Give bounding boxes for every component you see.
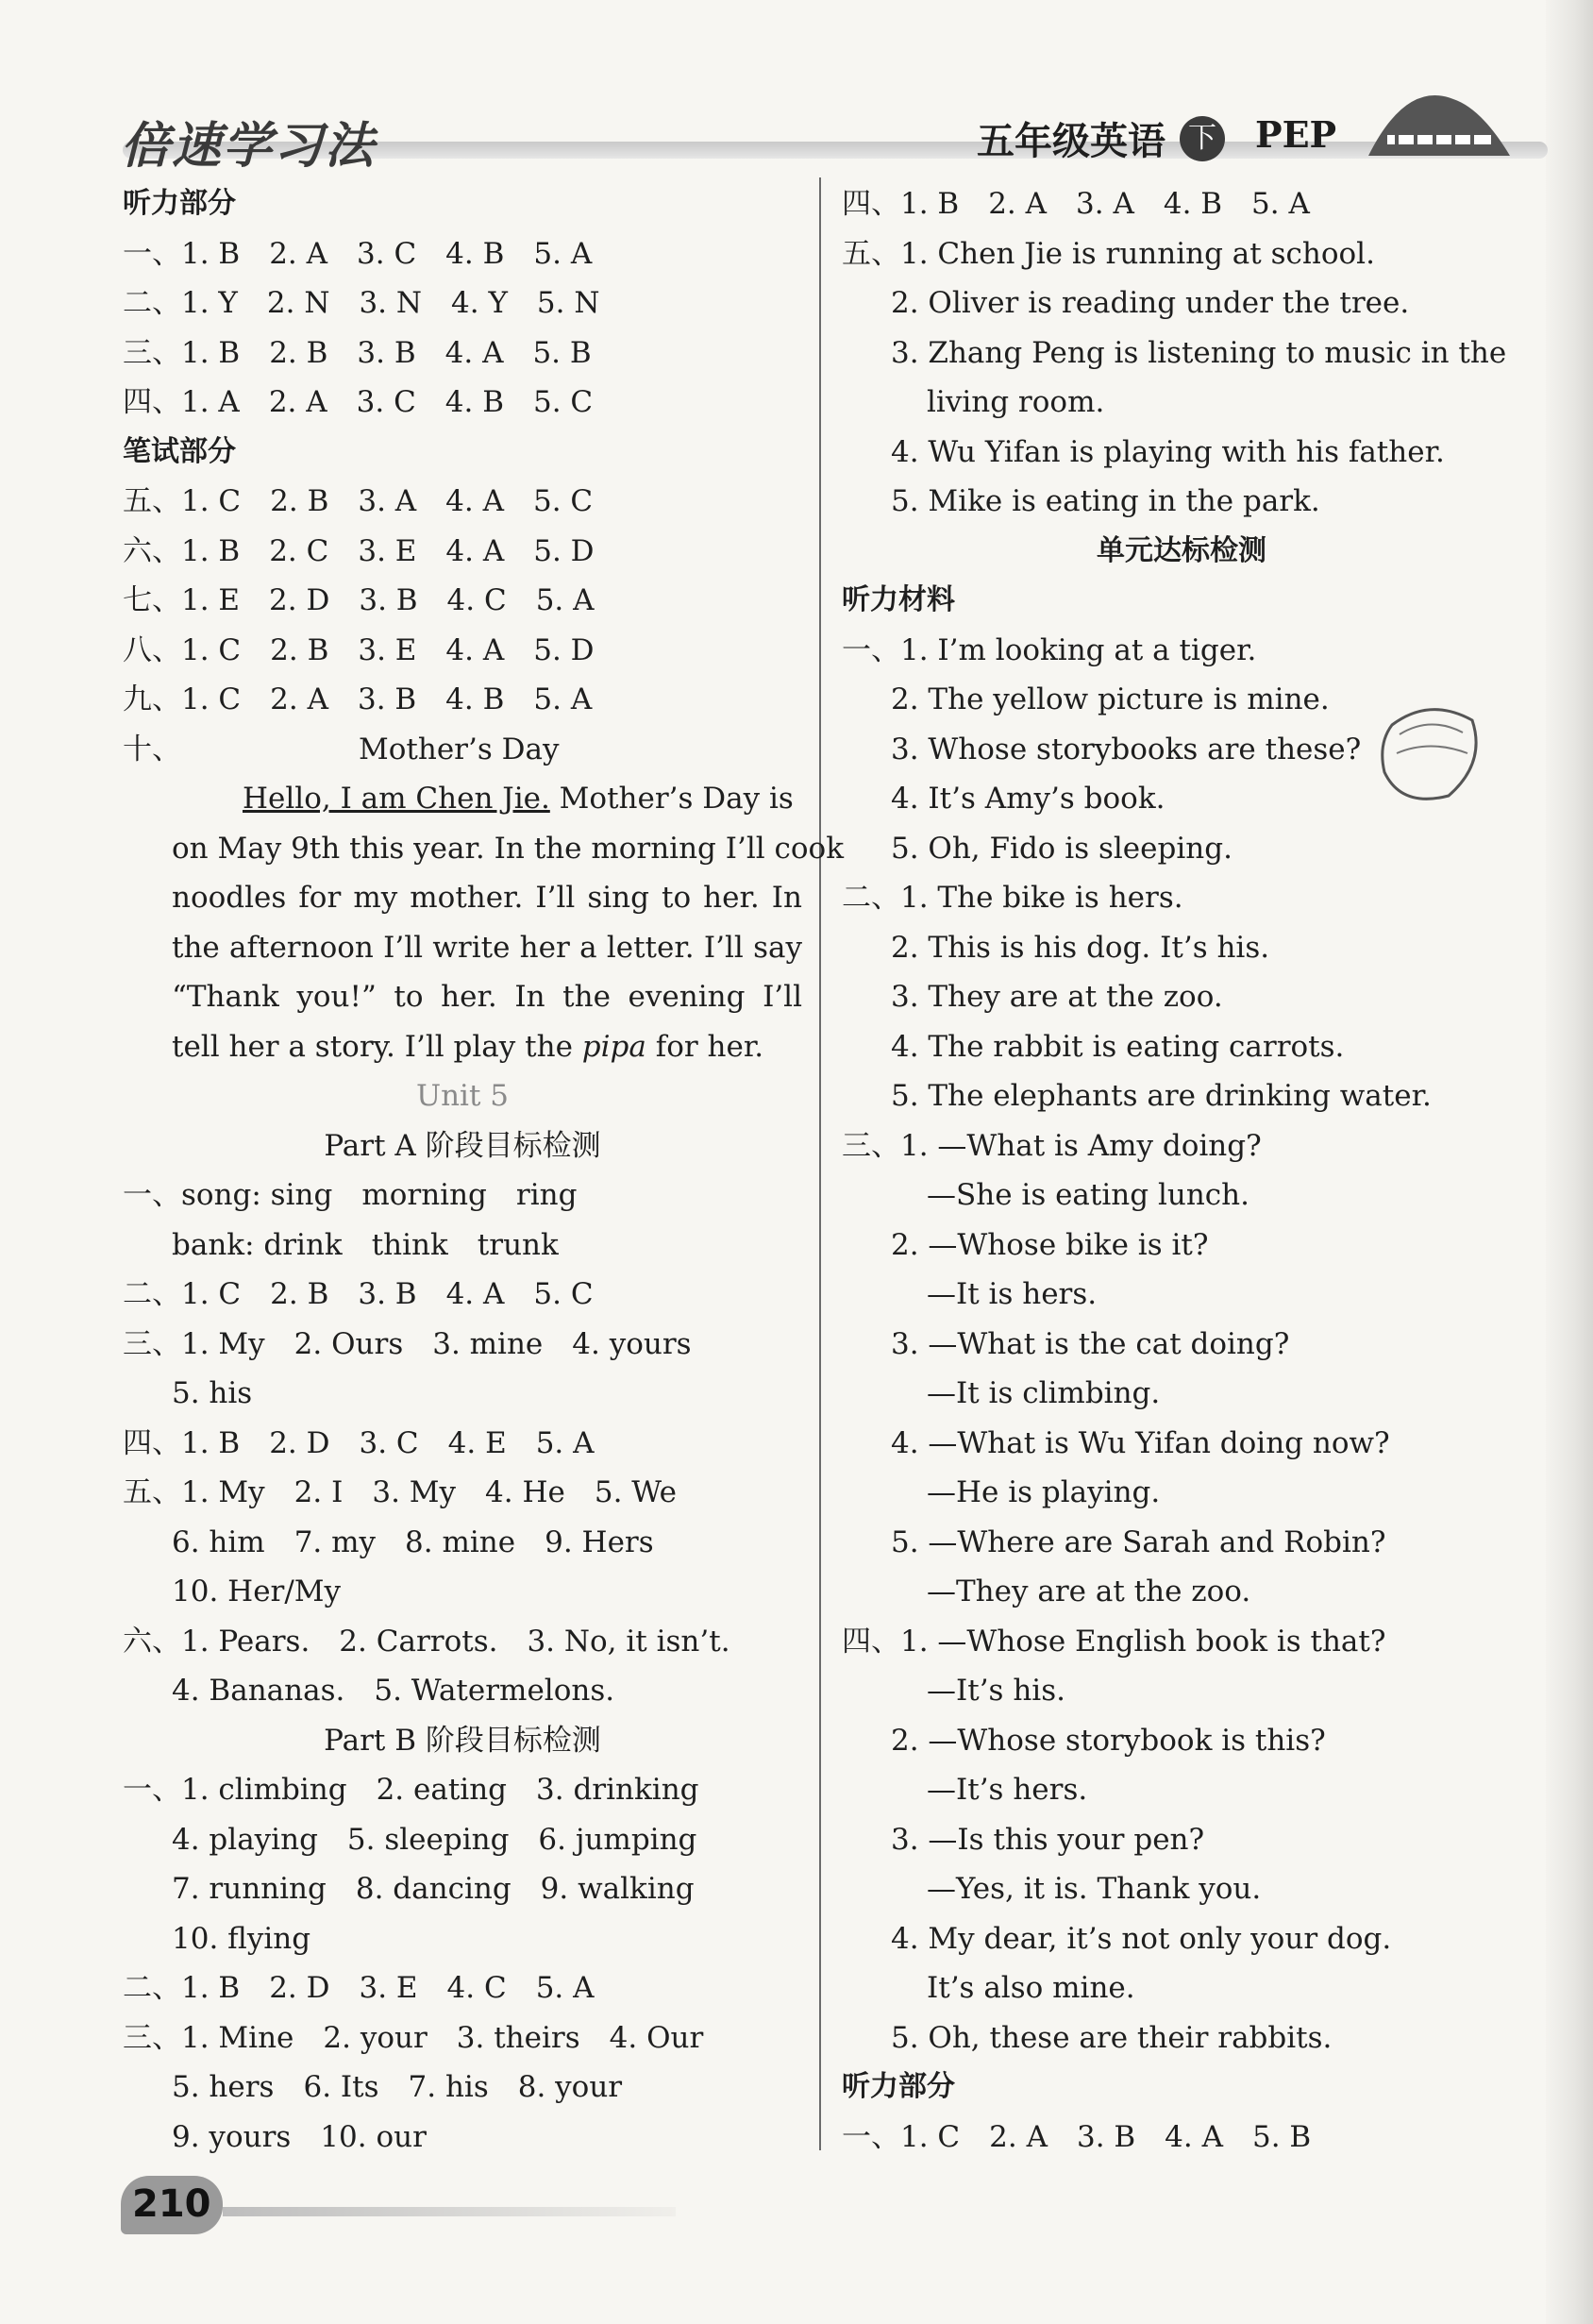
answer-line: 二、1. C 2. B 3. B 4. A 5. C [123,1277,594,1311]
column-divider [819,177,821,2150]
transcript-line: 5. Oh, these are their rabbits. [891,2020,1333,2055]
section-heading: 听力材料 [842,583,955,616]
transcript-line: 2. —Whose bike is it? [891,1227,1209,1262]
answer-line: 6. him 7. my 8. mine 9. Hers [172,1524,654,1559]
transcript-line: —It’s hers. [927,1773,1088,1807]
transcript-line: —It’s his. [927,1674,1065,1708]
page-header [0,0,1593,175]
transcript-line: —It is climbing. [927,1376,1161,1410]
series-logo: 倍速学习法 [121,118,377,175]
essay-line: “Thank you!” to her. In the evening I’ll [172,980,802,1014]
transcript-line: 2. —Whose storybook is this? [891,1723,1326,1758]
answer-line: 四、1. B 2. A 3. A 4. B 5. A [842,187,1310,221]
transcript-line: 3. —Is this your pen? [891,1822,1205,1857]
answer-line: 4. Wu Yifan is playing with his father. [891,434,1445,469]
mountain-decoration-icon [1368,80,1519,156]
answer-line: 7. running 8. dancing 9. walking [172,1872,695,1906]
answer-line: 三、1. Mine 2. your 3. theirs 4. Our [123,2020,704,2055]
answer-line: 9. yours 10. our [172,2119,427,2154]
transcript-line: 一、1. I’m looking at a tiger. [842,632,1257,667]
answer-line: 2. Oliver is reading under the tree. [891,286,1410,320]
section-heading: 笔试部分 [123,434,236,468]
transcript-line: 三、1. —What is Amy doing? [842,1128,1262,1163]
answer-line: bank: drink think trunk [172,1227,559,1262]
edition-label: PEP [1255,113,1337,156]
footer-bar [223,2207,676,2216]
answer-line: 四、1. B 2. D 3. C 4. E 5. A [123,1425,595,1460]
answer-line: 4. Bananas. 5. Watermelons. [172,1674,615,1708]
transcript-line: 4. —What is Wu Yifan doing now? [891,1425,1390,1460]
answer-line: 3. Zhang Peng is listening to music in the [891,335,1507,370]
transcript-line: 4. The rabbit is eating carrots. [891,1029,1345,1064]
answer-line: 四、1. A 2. A 3. C 4. B 5. C [123,385,594,419]
answer-line: 七、1. E 2. D 3. B 4. C 5. A [123,583,595,617]
answer-line: 九、1. C 2. A 3. B 4. B 5. A [123,682,593,716]
answer-line: 五、1. My 2. I 3. My 4. He 5. We [123,1475,677,1509]
answer-line: 五、1. C 2. B 3. A 4. A 5. C [123,484,594,518]
answer-line: 二、1. B 2. D 3. E 4. C 5. A [123,1971,595,2005]
answer-line: 二、1. Y 2. N 3. N 4. Y 5. N [123,286,600,320]
essay-text: Mother’s Day is [559,782,794,816]
book-title: 五年级英语 [977,120,1165,163]
answer-line: 六、1. Pears. 2. Carrots. 3. No, it isn’t. [123,1624,730,1659]
transcript-line: 3. They are at the zoo. [891,980,1223,1014]
answer-line: 三、1. B 2. B 3. B 4. A 5. B [123,335,592,370]
answer-line: 五、1. Chen Jie is running at school. [842,236,1375,271]
essay-title: Mother’s Day [359,732,560,766]
transcript-line: It’s also mine. [927,1971,1135,2005]
answer-line: 一、song: sing morning ring [123,1178,578,1212]
right-column [842,179,1521,2162]
essay-italic-word: pipa [581,1029,646,1064]
essay-text: tell her a story. I’ll play the [172,1029,573,1064]
homework-stamp-icon [1373,697,1486,810]
transcript-line: 3. —What is the cat doing? [891,1326,1290,1361]
essay-line: noodles for my mother. I’ll sing to her. In [172,881,802,915]
transcript-line: 4. My dear, it’s not only your dog. [891,1921,1392,1956]
transcript-line: 二、1. The bike is hers. [842,881,1183,915]
answer-line: 一、1. B 2. A 3. C 4. B 5. A [123,236,593,271]
answer-line: 4. playing 5. sleeping 6. jumping [172,1822,697,1857]
transcript-line: —Yes, it is. Thank you. [927,1872,1262,1906]
answer-line: 三、1. My 2. Ours 3. mine 4. yours [123,1326,692,1361]
question-number: 十、 [123,732,181,766]
part-heading: Part B 阶段目标检测 [324,1723,601,1758]
transcript-line: —She is eating lunch. [927,1178,1249,1212]
essay-line: on May 9th this year. In the morning I’ll cook [172,831,845,866]
answer-line: living room. [927,385,1105,419]
answer-line: 八、1. C 2. B 3. E 4. A 5. D [123,632,595,667]
answer-line: 5. his [172,1376,253,1410]
transcript-line: —They are at the zoo. [927,1575,1251,1608]
transcript-line: 4. It’s Amy’s book. [891,782,1165,816]
page-edge-shadow [1546,0,1593,2324]
transcript-line: —It is hers. [927,1277,1098,1311]
answer-line: 一、1. C 2. A 3. B 4. A 5. B [842,2119,1312,2154]
transcript-line: —He is playing. [927,1475,1161,1509]
left-column [123,179,845,2162]
part-heading: Part A 阶段目标检测 [324,1128,601,1163]
page-number: 210 [132,2182,211,2226]
volume-badge: 下 [1180,116,1225,161]
answer-line: 5. hers 6. Its 7. his 8. your [172,2070,623,2104]
essay-line [123,774,802,824]
unit-heading: Unit 5 [415,1079,510,1113]
essay-title-line [123,725,802,775]
transcript-line: 3. Whose storybooks are these? [891,732,1362,766]
answer-line: 六、1. B 2. C 3. E 4. A 5. D [123,533,595,568]
transcript-line: 5. Oh, Fido is sleeping. [891,831,1232,866]
transcript-line: 2. This is his dog. It’s his. [891,930,1270,965]
answer-line: 5. Mike is eating in the park. [891,484,1320,518]
answer-line: 一、1. climbing 2. eating 3. drinking [123,1773,699,1807]
essay-underlined-phrase: Hello, I am Chen Jie. [243,782,550,816]
transcript-line: 四、1. —Whose English book is that? [842,1624,1386,1659]
section-heading: 听力部分 [123,187,236,220]
section-heading: 听力部分 [842,2070,955,2103]
answer-line: 10. flying [172,1921,311,1956]
essay-line [123,1022,802,1072]
essay-line: the afternoon I’ll write her a letter. I’ll say [172,930,802,965]
transcript-line: 2. The yellow picture is mine. [891,682,1330,716]
essay-text: for her. [655,1029,764,1064]
section-heading: 单元达标检测 [1097,533,1266,567]
answer-line: 10. Her/My [172,1575,342,1608]
transcript-line: 5. —Where are Sarah and Robin? [891,1524,1386,1559]
transcript-line: 5. The elephants are drinking water. [891,1079,1432,1113]
